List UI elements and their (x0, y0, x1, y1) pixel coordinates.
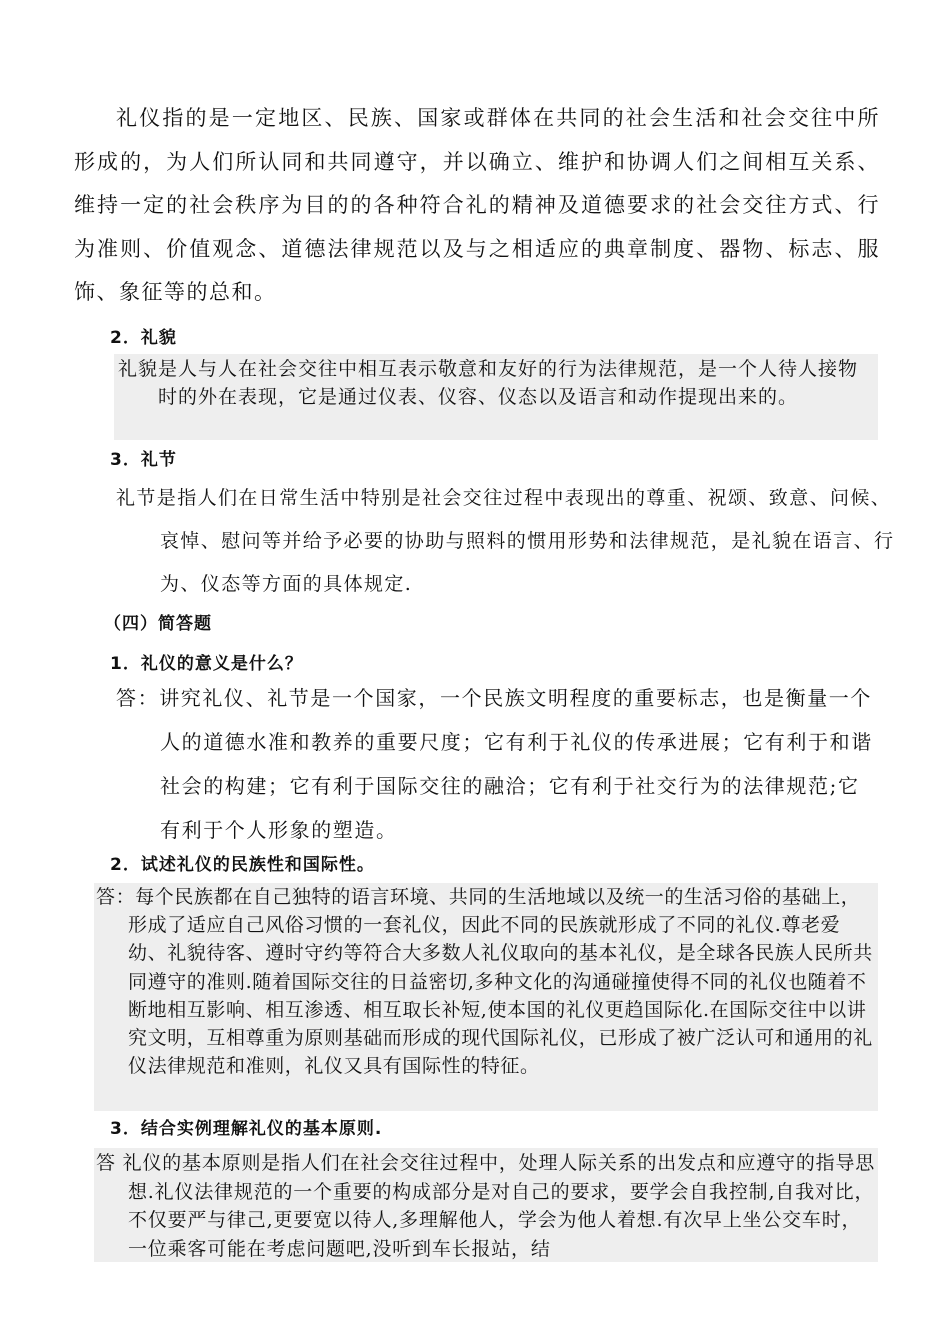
answer-2: 答：每个民族都在自己独特的语言环境、共同的生活地域以及统一的生活习俗的基础上，形成了适应自己风俗习惯的一套礼仪，因此不同的民族就形成了不同的礼仪.尊老爱幼、礼貌待客、遵时守约等符合大多数人礼仪取向的基本礼仪，是全球各民族人民所共同遵守的准则.随着国际交往的日益密切,多种文化的沟通碰撞使得不同的礼仪也随着不断地相互影响、相互渗透、相互取长补短,使本国的礼仪更趋国际化.在国际交往中以讲究文明，互相尊重为原则基础而形成的现代国际礼仪，已形成了被广泛认可和通用的礼仪法律规范和准则，礼仪又具有国际性的特征。 (96, 886, 873, 1078)
heading-lijie: 3．礼节 (110, 450, 177, 470)
intro-paragraph: 礼仪指的是一定地区、民族、国家或群体在共同的社会生活和社会交往中所形成的，为人们所认同和共同遵守，并以确立、维护和协调人们之间相互关系、维持一定的社会秩序为目的的各种符合礼的精神及道德要求的社会交往方式、行为准则、价值观念、道德法律规范以及与之相适应的典章制度、器物、标志、服饰、象征等的总和。 (74, 106, 880, 304)
heading-limao: 2．礼貌 (110, 328, 177, 348)
section-heading-short-answer: （四）简答题 (104, 614, 212, 634)
question-1: 1．礼仪的意义是什么？ (110, 654, 303, 674)
question-3: 3．结合实例理解礼仪的基本原则. (110, 1119, 383, 1139)
answer-1: 答：讲究礼仪、礼节是一个国家，一个民族文明程度的重要标志，也是衡量一个人的道德水准和教养的重要尺度；它有利于礼仪的传承进展；它有利于和谐社会的构建；它有利于国际交往的融洽；它有利于社交行为的法律规范;它有利于个人形象的塑造。 (116, 686, 873, 842)
answer-3: 答 礼仪的基本原则是指人们在社会交往过程中，处理人际关系的出发点和应遵守的指导思想.礼仪法律规范的一个重要的构成部分是对自己的要求，要学会自我控制,自我对比，不仅要严与律己,更要宽以待人,多理解他人，学会为他人着想.有次早上坐公交车时，一位乘客可能在考虑问题吧,没听到车长报站，结 (96, 1152, 876, 1260)
question-2: 2．试述礼仪的民族性和国际性。 (110, 855, 375, 875)
limao-definition: 礼貌是人与人在社会交往中相互表示敬意和友好的行为法律规范，是一个人待人接物时的外在表现，它是通过仪表、仪容、仪态以及语言和动作提现出来的。 (118, 358, 859, 408)
lijie-definition: 礼节是指人们在日常生活中特别是社会交往过程中表现出的尊重、祝颂、致意、问候、哀悼、慰问等并给予必要的协助与照料的惯用形势和法律规范，是礼貌在语言、行为、仪态等方面的具体规定. (116, 487, 895, 595)
